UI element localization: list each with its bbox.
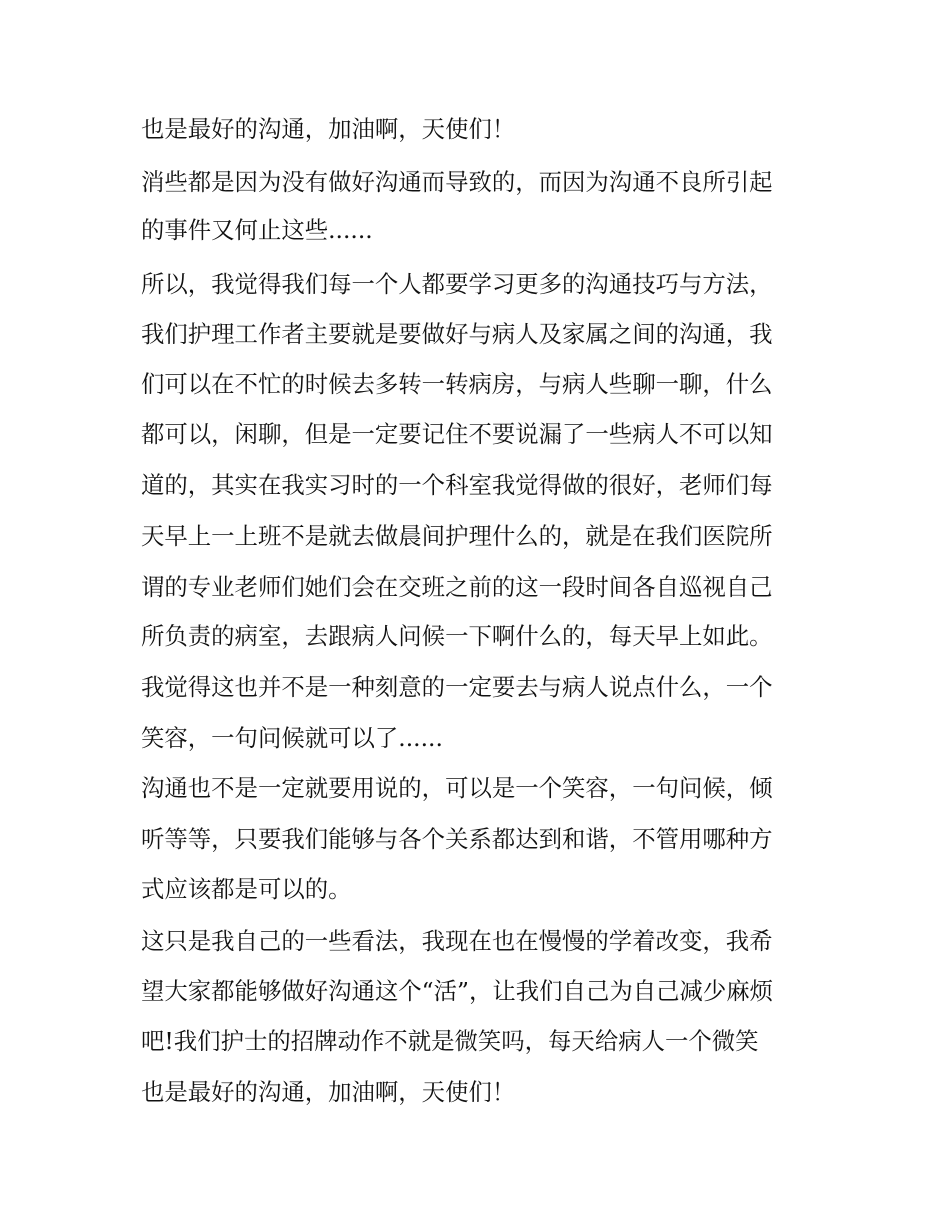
- text-line: 沟通也不是一定就要用说的，可以是一个笑容，一句问候，倾: [141, 774, 773, 802]
- text-line: 吧!我们护士的招牌动作不就是微笑吗，每天给病人一个微笑: [141, 1027, 759, 1055]
- text-line: 也是最好的沟通，加油啊，天使们！: [141, 115, 516, 143]
- text-line: 所以，我觉得我们每一个人都要学习更多的沟通技巧与方法，: [141, 270, 773, 298]
- text-line: 这只是我自己的一些看法，我现在也在慢慢的学着改变，我希: [141, 927, 773, 955]
- text-line: 也是最好的沟通，加油啊，天使们！: [141, 1078, 516, 1106]
- text-line: 道的，其实在我实习时的一个科室我觉得做的很好，老师们每: [141, 471, 773, 499]
- text-line: 式应该都是可以的。: [141, 875, 352, 903]
- text-line: 听等等，只要我们能够与各个关系都达到和谐，不管用哪种方: [141, 825, 773, 853]
- text-line: 望大家都能够做好沟通这个“活”，让我们自己为自己减少麻烦: [141, 977, 774, 1005]
- text-line: 们可以在不忙的时候去多转一转病房，与病人些聊一聊，什么: [141, 370, 773, 398]
- text-line: 我觉得这也并不是一种刻意的一定要去与病人说点什么，一个: [141, 673, 773, 701]
- text-line: 谓的专业老师们她们会在交班之前的这一段时间各自巡视自己: [141, 573, 773, 601]
- text-line: 所负责的病室，去跟病人问候一下啊什么的，每天早上如此。: [141, 622, 773, 650]
- text-line: 都可以，闲聊，但是一定要记住不要说漏了一些病人不可以知: [141, 420, 773, 448]
- text-line: 天早上一上班不是就去做晨间护理什么的，就是在我们医院所: [141, 522, 773, 550]
- text-line: 我们护理工作者主要就是要做好与病人及家属之间的沟通，我: [141, 320, 773, 348]
- text-line: 的事件又何止这些......: [141, 216, 373, 244]
- text-line: 消些都是因为没有做好沟通而导致的，而因为沟通不良所引起: [141, 168, 773, 196]
- text-line: 笑容，一句问候就可以了......: [141, 724, 443, 752]
